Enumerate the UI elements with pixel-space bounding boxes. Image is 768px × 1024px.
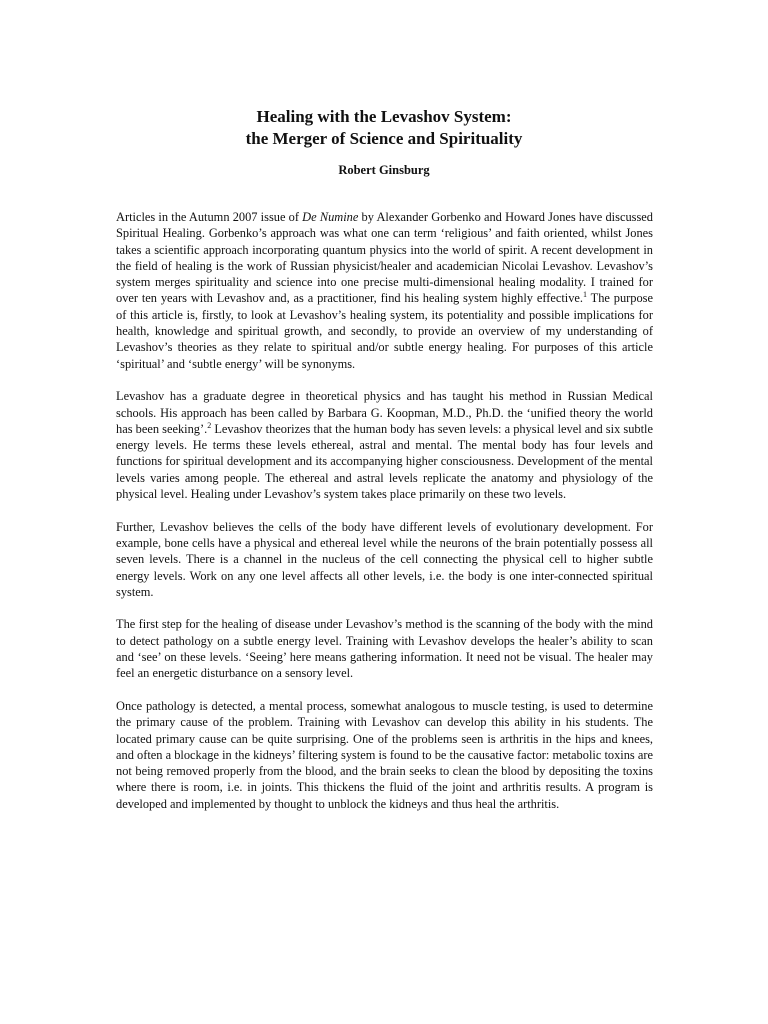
paragraph-1-text-a: Articles in the Autumn 2007 issue of — [116, 210, 303, 224]
footnote-ref-2: 2 — [207, 420, 212, 430]
paragraph-1-text-b: by Alexander Gorbenko and Howard Jones have discussed Spiritual Healing. Gorbenko’s approach was what one can term ‘religious’ and faith oriented, whilst Jones takes a scientific approach incorporating quantum physics into the world of spirit. A recent development in the field of healing is the work of Russian physicist/healer and academician Nicolai Levashov. Levashov’s system merges spirituality and science into one precise multi-dimensional healing modality. I trained for over ten years with Levashov and, as a practitioner, find his healing system highly effective. — [116, 210, 653, 306]
article-title — [0, 106, 768, 150]
paragraph-4: The first step for the healing of disease under Levashov’s method is the scanning of the body with the mind to detect pathology on a subtle energy level. Training with Levashov develops the healer’s ability to scan and ‘see’ on these levels. ‘Seeing’ here means gathering information. It need not be visual. The healer may feel an energetic disturbance on a sensory level. — [116, 617, 653, 681]
footnote-ref-1: 1 — [583, 290, 588, 300]
article-body — [116, 209, 653, 828]
title-line-2: the Merger of Science and Spirituality — [245, 129, 523, 148]
paragraph-3: Further, Levashov believes the cells of the body have different levels of evolutionary development. For example, bone cells have a physical and ethereal level while the neurons of the brain potentially possess all seven levels. There is a channel in the nucleus of the cell connecting the physical cell to higher subtle energy levels. Work on any one level affects all other levels, i.e. the body is one inter-connected spiritual system. — [116, 519, 653, 599]
paragraph-2 — [116, 388, 653, 502]
journal-title: De Numine — [302, 210, 359, 224]
paragraph-2-text-a: Levashov has a graduate degree in theoretical physics and has taught his method in Russian Medical schools. His approach has been called by Barbara G. Koopman, M.D., Ph.D. the ‘unified theory the world has been seeking’. — [116, 389, 653, 436]
paragraph-2-text-b: Levashov theorizes that the human body has seven levels: a physical level and six subtle energy levels. He terms these levels ethereal, astral and mental. The mental body has four levels and functions for spiritual development and its accompanying higher consciousness. Development of the mental levels varies among people. The ethereal and astral levels replicate the anatomy and physiology of the physical level. Healing under Levashov’s system takes place primarily on these two levels. — [116, 421, 653, 502]
paragraph-5: Once pathology is detected, a mental process, somewhat analogous to muscle testing, is used to determine the primary cause of the problem. Training with Levashov can develop this ability in his students. The located primary cause can be quite surprising. One of the problems seen is arthritis in the hips and knees, and often a blockage in the kidneys’ filtering system is found to be the causative factor: metabolic toxins are not being removed properly from the blood, and the brain seeks to clean the blood by depositing the toxins where there is room, i.e. in joints. This thickens the fluid of the joint and arthritis results. A program is developed and implemented by thought to unblock the kidneys and thus heal the arthritis. — [116, 698, 653, 811]
paragraph-1 — [116, 209, 653, 372]
author-name: Robert Ginsburg — [338, 163, 430, 177]
title-line-1: Healing with the Levashov System: — [256, 107, 512, 126]
paragraph-1-text-c: The purpose of this article is, firstly, to look at Levashov’s healing system, its potentiality and possible implications for health, knowledge and spiritual growth, and secondly, to provide an overview of my understanding of Levashov’s theories as they relate to spiritual and/or subtle energy healing. For purposes of this article ‘spiritual’ and ‘subtle energy’ will be synonyms. — [116, 291, 654, 371]
